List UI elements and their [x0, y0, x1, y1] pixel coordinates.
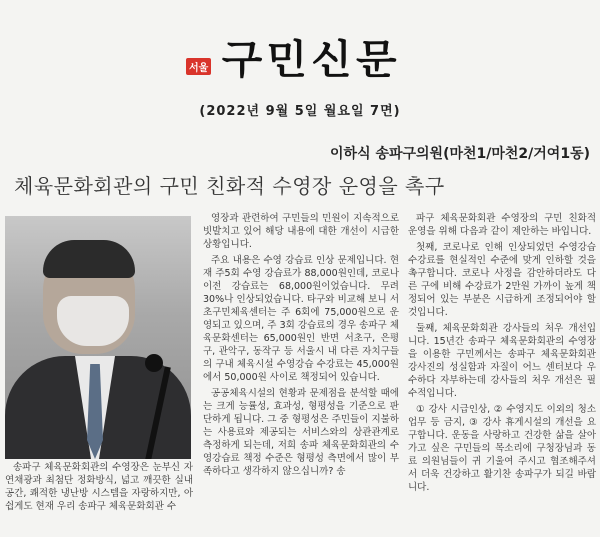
article-byline: 이하식 송파구의원(마천1/마천2/거여1동)	[330, 146, 590, 162]
article-paragraph: ① 강사 시급인상, ② 수영지도 이외의 청소업무 등 금지, ③ 강사 휴게시설의 개선을 요구합니다. 운동을 사랑하고 건강한 삶을 살아가고 싶은 구민들의 목소리에 구청장님과 동료 의원님들이 귀 기울여 주시고 협조해주셔서 더욱 건강하고 활기찬 송파구가 되길 바랍니다.	[408, 404, 596, 493]
article-paragraph: 영장과 관련하여 구민들의 민원이 지속적으로 빗발치고 있어 해당 내용에 대한 개선이 시급한 상황입니다.	[203, 213, 399, 250]
article-paragraph: 첫째, 코로나로 인해 인상되었던 수영강습 수강료를 현실적인 수준에 맞게 인하할 것을 촉구합니다. 코로나 사정을 감안하더라도 다른 구에 비해 수강료가 2만원 가까이 높게 책정되어 있는 부분은 시급하게 조정되어야 할 것입니다.	[408, 242, 596, 318]
newspaper-masthead	[0, 0, 600, 95]
publication-date: (2022년 9월 5일 월요일 7면)	[199, 104, 401, 119]
photo-face-mask	[57, 296, 129, 346]
microphone-head-icon	[145, 354, 163, 372]
article-paragraph: 파구 체육문화회관 수영장의 구민 친화적 운영을 위해 다음과 같이 제안하는 바입니다.	[408, 213, 596, 237]
article-column-2	[203, 212, 399, 537]
photo-hair	[43, 240, 135, 278]
article-column-3	[408, 212, 596, 537]
article-paragraph: 둘째, 체육문화회관 강사들의 처우 개선입니다. 15년간 송파구 체육문화회관의 수영장을 이용한 구민께서는 송파구 체육문화회관 강사진의 성실함과 자질이 어느 센터보다 우수하다 자부하는데 강사들의 처우 개선은 필수적입니다.	[408, 323, 596, 399]
article-paragraph: 주요 내용은 수영 강습료 인상 문제입니다. 현재 주5회 수영 강습료가 88,000원인데, 코로나 이전 강습료는 68,000원이었습니다. 무려 30%나 인상되었습니다. 타구와 비교해 보니 서초구민체육센터는 주 6회에 75,000원으로 운영되고 있으며, 주 3회 강습료의 경우 송파구 체육문화센터는 65,000원인 반면 서초구, 은평구, 관악구, 동작구 등 서울시 내 다른 자치구들의 구내 체육시설 수영강습 수강료는 45,000원에서 50,000원 사이로 책정되어 있습니다.	[203, 255, 399, 383]
region-tag: 서울	[186, 58, 211, 75]
article-column-1	[5, 461, 193, 537]
article-paragraph: 송파구 체육문화회관의 수영장은 눈부신 자연채광과 최첨단 정화방식, 넓고 깨끗한 실내공간, 쾌적한 냉난방 시스템을 자랑하지만, 아쉽게도 현재 우리 송파구 체육문화회관 수	[5, 462, 193, 512]
newspaper-logo: 구민신문	[221, 36, 401, 83]
article-paragraph: 공공체육시설의 현황과 문제점을 분석할 때에는 크게 능률성, 효과성, 형평성을 기준으로 판단하게 됩니다. 그 중 형평성은 주민들이 지불하는 사용료와 제공되는 서비스와의 상관관계로 측정하게 되는데, 저희 송파 체육문화회관의 수영강습료 책정 수준은 형평성 측면에서 많이 부족하다고 생각하지 않으십니까? 송	[203, 388, 399, 477]
author-photo	[5, 216, 191, 459]
article-headline: 체육문화회관의 구민 친화적 수영장 운영을 촉구	[14, 174, 445, 198]
